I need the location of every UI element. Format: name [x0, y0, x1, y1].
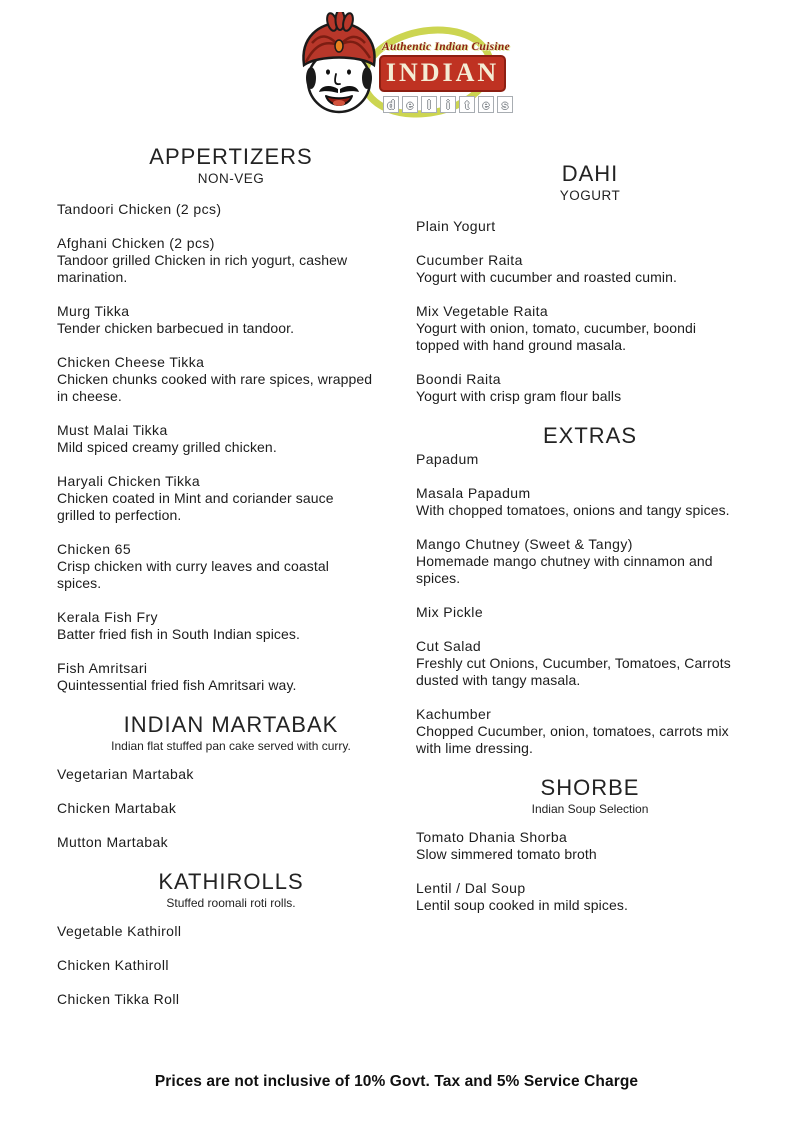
item-name: Boondi Raita — [416, 371, 501, 387]
item-description: Tender chicken barbecued in tandoor. — [57, 320, 295, 336]
item-name: Tandoori Chicken (2 pcs) — [57, 201, 222, 217]
item-name: Masala Papadum — [416, 485, 531, 501]
logo-subbrand — [383, 96, 513, 113]
item-name: Kerala Fish Fry — [57, 609, 158, 625]
item-description: Chicken coated in Mint and coriander sauce grilled to perfection. — [57, 490, 334, 523]
item-name: Cucumber Raita — [416, 252, 523, 268]
section-subtitle: YOGURT — [559, 188, 621, 203]
section-subtitle: Indian flat stuffed pan cake served with curry. — [111, 739, 351, 753]
item-description: Crisp chicken with curry leaves and coastal spices. — [57, 558, 329, 591]
menu-item — [416, 451, 764, 468]
menu-item — [416, 829, 764, 863]
menu-section-shorbe — [416, 777, 764, 914]
menu-item — [416, 706, 764, 757]
item-description: Yogurt with crisp gram flour balls — [416, 388, 622, 404]
item-name: Chicken Martabak — [57, 800, 177, 816]
logo-subbrand-letter: t — [459, 96, 475, 113]
section-subtitle: Stuffed roomali roti rolls. — [166, 896, 296, 910]
menu-section-dahi — [416, 163, 764, 405]
menu-item — [57, 541, 405, 592]
logo-subbrand-letter: e — [402, 96, 418, 113]
menu-item — [57, 660, 405, 694]
item-name: Chicken Kathiroll — [57, 957, 169, 973]
item-description: Mild spiced creamy grilled chicken. — [57, 439, 277, 455]
item-name: Mango Chutney (Sweet & Tangy) — [416, 536, 633, 552]
item-name: Mix Vegetable Raita — [416, 303, 549, 319]
footer-note: Prices are not inclusive of 10% Govt. Tax and 5% Service Charge — [154, 1073, 639, 1090]
item-description: Quintessential fried fish Amritsari way. — [57, 677, 297, 693]
menu-item — [57, 609, 405, 643]
item-description: Chopped Cucumber, onion, tomatoes, carrots mix with lime dressing. — [416, 723, 729, 756]
item-name: Must Malai Tikka — [57, 422, 168, 438]
item-description: Tandoor grilled Chicken in rich yogurt, cashew marination. — [57, 252, 348, 285]
menu-item — [57, 354, 405, 405]
menu-item — [416, 252, 764, 286]
item-name: Kachumber — [416, 706, 492, 722]
menu-section-indian-martabak — [57, 714, 405, 851]
item-name: Chicken 65 — [57, 541, 132, 557]
section-title: SHORBE — [540, 775, 640, 800]
item-description: Lentil soup cooked in mild spices. — [416, 897, 628, 913]
menu-item — [416, 638, 764, 689]
item-description: With chopped tomatoes, onions and tangy spices. — [416, 502, 730, 518]
menu-item — [416, 218, 764, 235]
menu-item — [57, 834, 405, 851]
item-name: Chicken Tikka Roll — [57, 991, 180, 1007]
item-name: Chicken Cheese Tikka — [57, 354, 205, 370]
menu-column-right — [416, 163, 764, 914]
logo-subbrand-letter: s — [497, 96, 513, 113]
face-shape — [303, 12, 374, 112]
section-title: KATHIROLLS — [158, 869, 304, 894]
logo-subbrand-letter: l — [421, 96, 437, 113]
section-title: DAHI — [561, 161, 619, 186]
restaurant-logo — [292, 12, 520, 122]
section-subtitle: Indian Soup Selection — [531, 802, 649, 816]
item-description: Yogurt with cucumber and roasted cumin. — [416, 269, 677, 285]
menu-column-left — [57, 146, 405, 1008]
menu-item — [57, 766, 405, 783]
item-name: Fish Amritsari — [57, 660, 148, 676]
item-description: Homemade mango chutney with cinnamon and spices. — [416, 553, 713, 586]
menu-item — [416, 371, 764, 405]
logo-subbrand-letter: i — [440, 96, 456, 113]
menu-item — [57, 422, 405, 456]
menu-item — [416, 303, 764, 354]
item-description: Yogurt with onion, tomato, cucumber, boondi topped with hand ground masala. — [416, 320, 697, 353]
item-name: Mix Pickle — [416, 604, 484, 620]
item-name: Mutton Martabak — [57, 834, 169, 850]
item-name: Papadum — [416, 451, 479, 467]
section-title: INDIAN MARTABAK — [123, 712, 339, 737]
menu-item — [57, 957, 405, 974]
item-description: Slow simmered tomato broth — [416, 846, 597, 862]
menu-item — [57, 303, 405, 337]
item-description: Chicken chunks cooked with rare spices, wrapped in cheese. — [57, 371, 373, 404]
item-name: Murg Tikka — [57, 303, 130, 319]
logo-brand-text: INDIAN — [385, 57, 500, 87]
section-title: APPERTIZERS — [149, 144, 313, 169]
section-title: EXTRAS — [542, 423, 638, 448]
menu-item — [416, 485, 764, 519]
logo-subbrand-letter: e — [478, 96, 494, 113]
menu-item — [57, 201, 405, 218]
item-name: Vegetarian Martabak — [57, 766, 194, 782]
menu-item — [57, 235, 405, 286]
item-name: Cut Salad — [416, 638, 482, 654]
menu-section-extras — [416, 425, 764, 757]
menu-item — [57, 923, 405, 940]
item-name: Haryali Chicken Tikka — [57, 473, 200, 489]
logo-brand-box — [379, 55, 506, 92]
item-description: Batter fried fish in South Indian spices. — [57, 626, 301, 642]
menu-section-kathirolls — [57, 871, 405, 1008]
item-name: Lentil / Dal Soup — [416, 880, 526, 896]
menu-item — [57, 991, 405, 1008]
item-name: Afghani Chicken (2 pcs) — [57, 235, 215, 251]
item-name: Plain Yogurt — [416, 218, 496, 234]
logo-tagline: Authentic Indian Cuisine — [382, 41, 510, 53]
menu-item — [57, 473, 405, 524]
section-subtitle: NON-VEG — [197, 171, 265, 186]
item-description: Freshly cut Onions, Cucumber, Tomatoes, Carrots dusted with tangy masala. — [416, 655, 731, 688]
menu-section-appertizers — [57, 146, 405, 694]
menu-item — [416, 536, 764, 587]
logo-subbrand-letter: d — [383, 96, 399, 113]
menu-item — [416, 880, 764, 914]
menu-item — [57, 800, 405, 817]
item-name: Tomato Dhania Shorba — [416, 829, 568, 845]
item-name: Vegetable Kathiroll — [57, 923, 182, 939]
menu-item — [416, 604, 764, 621]
